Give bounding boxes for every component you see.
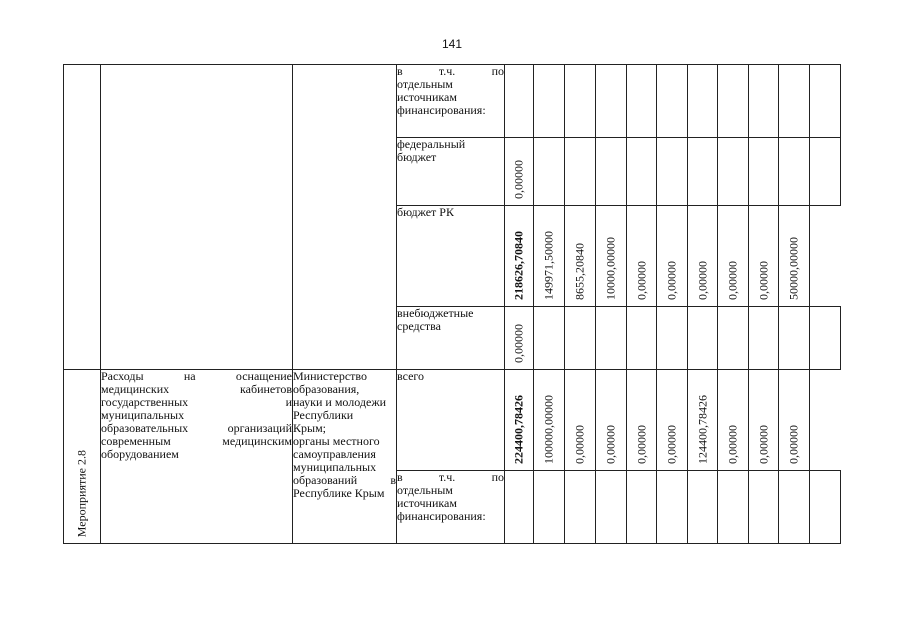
value-cell bbox=[749, 471, 779, 544]
value-cell bbox=[596, 471, 627, 544]
value-cell bbox=[688, 138, 718, 206]
year-value: 0,00000 bbox=[756, 261, 770, 300]
year-value: 0,00000 bbox=[695, 261, 709, 300]
year-cell bbox=[749, 370, 779, 471]
value-cell bbox=[657, 307, 688, 370]
value-cell bbox=[534, 138, 565, 206]
responsible-line: муниципальных bbox=[293, 460, 377, 474]
total-cell bbox=[505, 370, 534, 471]
year-value: 124400,78426 bbox=[695, 395, 709, 464]
value-cell bbox=[718, 138, 749, 206]
value-cell bbox=[779, 471, 810, 544]
table-row bbox=[64, 370, 841, 471]
year-value: 0,00000 bbox=[603, 425, 618, 464]
source-incl-cell bbox=[397, 65, 505, 138]
measure-description-cell bbox=[101, 370, 293, 544]
value-cell bbox=[627, 471, 657, 544]
source-total-cell bbox=[397, 370, 505, 471]
responsible-cell bbox=[293, 370, 397, 544]
value-cell bbox=[657, 471, 688, 544]
source-line: федеральный bbox=[397, 137, 466, 151]
source-extra-cell bbox=[397, 307, 505, 370]
measure-label-cell bbox=[64, 370, 101, 544]
responsible-line: Крым; bbox=[293, 421, 326, 435]
table-row bbox=[64, 65, 841, 138]
source-line: бюджет bbox=[397, 150, 437, 164]
year-cell bbox=[565, 206, 596, 307]
year-value: 8655,20840 bbox=[572, 243, 587, 300]
year-value: 0,00000 bbox=[572, 425, 587, 464]
year-cell bbox=[534, 370, 565, 471]
year-value: 10000,00000 bbox=[603, 237, 618, 300]
description-line: оборудованием bbox=[101, 447, 179, 461]
year-cell bbox=[688, 206, 718, 307]
year-value: 0,00000 bbox=[725, 425, 740, 464]
year-cell bbox=[627, 370, 657, 471]
value-cell bbox=[688, 471, 718, 544]
year-value: 0,00000 bbox=[725, 261, 740, 300]
responsible-line: органы местного bbox=[293, 434, 380, 448]
value-cell bbox=[810, 65, 841, 138]
value-cell bbox=[627, 138, 657, 206]
value-cell bbox=[718, 471, 749, 544]
value-cell bbox=[749, 138, 779, 206]
value-cell bbox=[627, 65, 657, 138]
year-value: 149971,50000 bbox=[541, 231, 556, 300]
year-value: 0,00000 bbox=[664, 425, 679, 464]
year-cell bbox=[749, 206, 779, 307]
year-value: 0,00000 bbox=[634, 425, 648, 464]
description-line: медицинских кабинетов bbox=[101, 382, 292, 396]
year-value: 0,00000 bbox=[786, 425, 801, 464]
total-value: 224400,78426 bbox=[511, 395, 526, 464]
year-value: 0,00000 bbox=[634, 261, 648, 300]
year-cell bbox=[779, 370, 810, 471]
source-line: финансирования: bbox=[397, 509, 486, 523]
value-cell bbox=[627, 307, 657, 370]
value-cell bbox=[565, 65, 596, 138]
source-rk-cell bbox=[397, 206, 505, 307]
value-cell bbox=[810, 307, 841, 370]
source-line: в т.ч. по bbox=[397, 64, 504, 78]
value-cell bbox=[534, 65, 565, 138]
description-line: муниципальных bbox=[101, 408, 185, 422]
value-cell bbox=[534, 307, 565, 370]
total-cell bbox=[505, 307, 534, 370]
value-cell bbox=[596, 65, 627, 138]
source-line: всего bbox=[397, 369, 425, 383]
value-cell bbox=[505, 471, 534, 544]
value-cell bbox=[810, 471, 841, 544]
year-value: 0,00000 bbox=[664, 261, 679, 300]
responsible-cell-continued bbox=[293, 65, 397, 370]
value-cell bbox=[749, 65, 779, 138]
source-line: отдельным bbox=[397, 77, 453, 91]
responsible-line: образования, bbox=[293, 382, 360, 396]
responsible-line: Республике Крым bbox=[293, 486, 385, 500]
year-cell bbox=[534, 206, 565, 307]
total-value: 0,00000 bbox=[511, 160, 526, 199]
year-cell bbox=[718, 370, 749, 471]
source-line: источникам bbox=[397, 90, 457, 104]
source-line: внебюджетные bbox=[397, 306, 474, 320]
value-cell bbox=[596, 307, 627, 370]
year-cell bbox=[657, 206, 688, 307]
source-line: финансирования: bbox=[397, 103, 486, 117]
value-cell bbox=[688, 65, 718, 138]
year-cell bbox=[596, 206, 627, 307]
year-cell bbox=[565, 370, 596, 471]
page-number: 141 bbox=[441, 37, 463, 51]
value-cell bbox=[565, 471, 596, 544]
year-value: 50000,00000 bbox=[786, 237, 801, 300]
value-cell bbox=[779, 65, 810, 138]
value-cell bbox=[534, 471, 565, 544]
source-line: бюджет РК bbox=[397, 205, 454, 219]
responsible-line: Республики bbox=[293, 408, 354, 422]
value-cell bbox=[810, 138, 841, 206]
responsible-line: Министерство bbox=[293, 369, 367, 383]
year-value: 100000,00000 bbox=[541, 395, 556, 464]
source-line: отдельным bbox=[397, 483, 453, 497]
description-line: образовательных организаций bbox=[101, 421, 292, 435]
value-cell bbox=[596, 138, 627, 206]
year-cell bbox=[718, 206, 749, 307]
description-line: Расходы на оснащение bbox=[101, 369, 292, 383]
value-cell bbox=[657, 65, 688, 138]
description-cell-continued bbox=[101, 65, 293, 370]
total-value: 0,00000 bbox=[511, 324, 526, 363]
value-cell bbox=[718, 65, 749, 138]
financing-table bbox=[63, 64, 841, 544]
value-cell bbox=[688, 307, 718, 370]
description-line: современным медицинским bbox=[101, 434, 292, 448]
source-incl-cell bbox=[397, 471, 505, 544]
value-cell bbox=[779, 138, 810, 206]
value-cell bbox=[718, 307, 749, 370]
total-cell bbox=[505, 206, 534, 307]
source-federal-cell bbox=[397, 138, 505, 206]
value-cell bbox=[565, 138, 596, 206]
measure-cell-continued bbox=[64, 65, 101, 370]
source-line: средства bbox=[397, 319, 442, 333]
year-cell bbox=[596, 370, 627, 471]
year-cell bbox=[688, 370, 718, 471]
year-cell bbox=[657, 370, 688, 471]
responsible-line: науки и молодежи bbox=[293, 395, 387, 409]
value-cell bbox=[657, 138, 688, 206]
total-value: 218626,70840 bbox=[511, 231, 526, 300]
year-value: 0,00000 bbox=[756, 425, 770, 464]
value-cell bbox=[505, 65, 534, 138]
source-line: в т.ч. по bbox=[397, 470, 504, 484]
description-line: государственных и bbox=[101, 395, 292, 409]
value-cell bbox=[749, 307, 779, 370]
value-cell bbox=[565, 307, 596, 370]
total-cell bbox=[505, 138, 534, 206]
year-cell bbox=[779, 206, 810, 307]
measure-label: Мероприятие 2.8 bbox=[74, 449, 89, 537]
source-line: источникам bbox=[397, 496, 457, 510]
responsible-line: самоуправления bbox=[293, 447, 376, 461]
value-cell bbox=[779, 307, 810, 370]
year-cell bbox=[627, 206, 657, 307]
responsible-line: образований в bbox=[293, 473, 396, 487]
